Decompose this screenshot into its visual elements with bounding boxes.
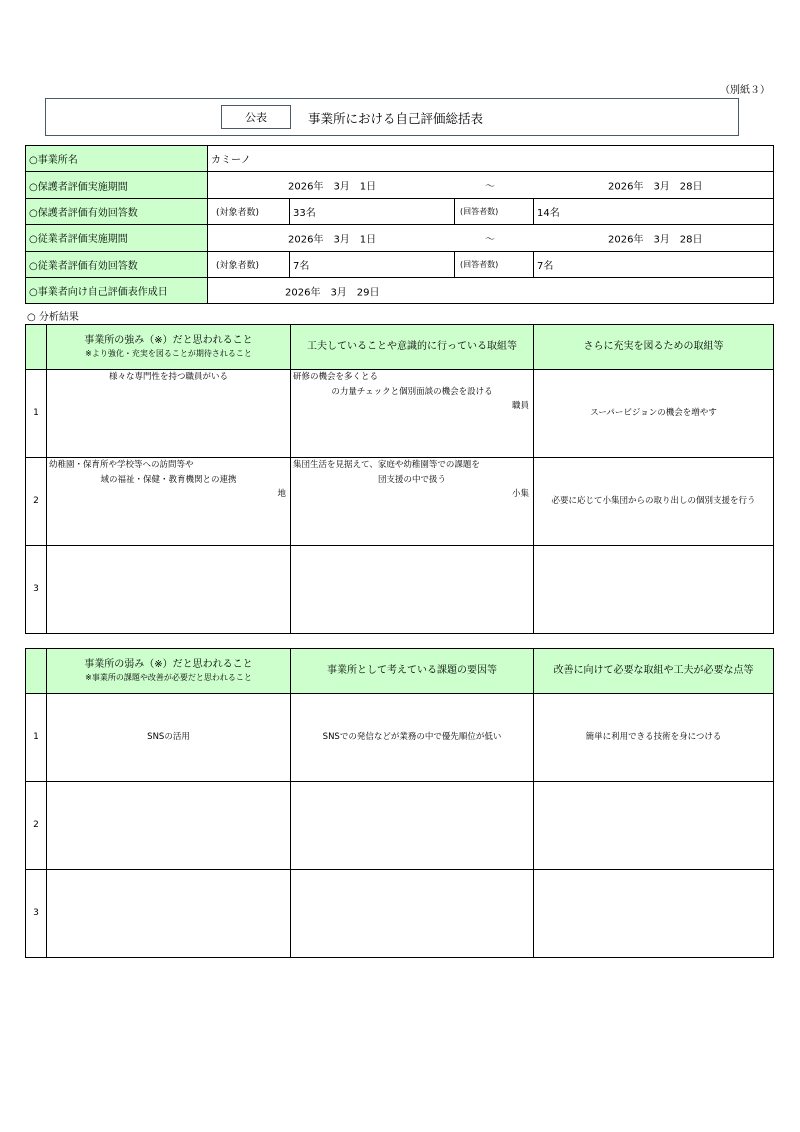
improvement-cell <box>534 870 774 958</box>
strengths-col1-title: 事業所の強み（※）だと思われること <box>84 334 253 346</box>
guardian-period-value <box>208 172 774 198</box>
effort-line1: 研修の機会を多くとる <box>293 372 379 382</box>
strength-tail: 地 <box>277 488 286 499</box>
guardian-period-row <box>26 172 774 198</box>
strengths-col1-subtitle: ※より強化・充実を図ることが期待されること <box>85 349 252 359</box>
strengths-num-header <box>26 325 47 370</box>
created-date-value <box>208 277 774 303</box>
table-row <box>26 546 774 634</box>
guardian-target-value: 33名 <box>290 198 455 224</box>
strength-line2: 域の福祉・保健・教育機関との連携 <box>100 475 237 486</box>
weakness-cell: SNSの活用 <box>47 694 291 782</box>
staff-period-value <box>208 225 774 251</box>
document-title: 事業所における自己評価総括表 <box>308 111 484 126</box>
row-number: 2 <box>26 782 47 870</box>
staff-period-end: 2026年 3月 28日 <box>608 234 703 246</box>
cause-cell <box>291 782 534 870</box>
strengths-header-row <box>26 325 774 370</box>
title-box <box>45 98 739 136</box>
guardian-period-start: 2026年 3月 1日 <box>288 181 377 193</box>
table-row <box>26 458 774 546</box>
table-row <box>26 870 774 958</box>
office-name-label: ○事業所名 <box>26 146 208 172</box>
weaknesses-header-row <box>26 649 774 694</box>
effort-line2: の力量チェックと個別面談の機会を設ける <box>331 387 493 398</box>
effort-cell <box>291 458 534 546</box>
guardian-period-label: ○保護者評価実施期間 <box>26 172 208 198</box>
staff-respondent-value: 7名 <box>534 251 774 277</box>
strength-line2: 様々な専門性を持つ職員がいる <box>108 372 228 382</box>
office-name-value: カミーノ <box>208 146 774 172</box>
staff-period-sep: ～ <box>485 234 495 246</box>
enhancement-cell: 必要に応じて小集団からの取り出しの個別支援を行う <box>534 458 774 546</box>
guardian-respondent-label: (回答者数) <box>455 198 534 224</box>
guardian-responses-row <box>26 198 774 224</box>
staff-target-label: (対象者数) <box>208 251 290 277</box>
guardian-period-sep: ～ <box>485 181 495 193</box>
row-number: 3 <box>26 870 47 958</box>
row-number: 2 <box>26 458 47 546</box>
staff-period-row <box>26 225 774 251</box>
effort-tail: 小集 <box>511 488 529 499</box>
weaknesses-col3-header: 改善に向けて必要な取組や工夫が必要な点等 <box>534 649 774 694</box>
staff-target-value: 7名 <box>290 251 455 277</box>
created-date: 2026年 3月 29日 <box>285 287 380 299</box>
strengths-col1-header <box>47 325 291 370</box>
analysis-heading: ○ 分析結果 <box>27 312 79 323</box>
guardian-target-label: (対象者数) <box>208 198 290 224</box>
effort-line2: 団支援の中で扱う <box>377 475 446 486</box>
weaknesses-col2-header: 事業所として考えている課題の要因等 <box>291 649 534 694</box>
public-badge: 公表 <box>221 105 291 129</box>
table-row <box>26 694 774 782</box>
attachment-label: （別紙３） <box>720 85 770 96</box>
cause-cell: SNSでの発信などが業務の中で優先順位が低い <box>291 694 534 782</box>
weaknesses-col1-subtitle: ※事業所の課題や改善が必要だと思われること <box>85 673 252 683</box>
strength-line1: 幼稚園・保育所や学校等への訪問等や <box>49 460 194 470</box>
strengths-col2-header: 工夫していることや意識的に行っている取組等 <box>291 325 534 370</box>
effort-cell <box>291 370 534 458</box>
effort-tail: 職員 <box>511 400 529 411</box>
staff-respondent-label: (回答者数) <box>455 251 534 277</box>
strength-cell <box>47 546 291 634</box>
staff-period-label: ○従業者評価実施期間 <box>26 225 208 251</box>
table-row <box>26 782 774 870</box>
effort-cell <box>291 546 534 634</box>
effort-line1: 集団生活を見据えて、家庭や幼稚園等での課題を <box>293 460 480 470</box>
improvement-cell: 簡単に利用できる技術を身につける <box>534 694 774 782</box>
row-number: 1 <box>26 694 47 782</box>
created-date-row <box>26 277 774 303</box>
created-date-label: ○事業者向け自己評価表作成日 <box>26 277 208 303</box>
weakness-cell <box>47 782 291 870</box>
strength-cell <box>47 370 291 458</box>
weakness-cell <box>47 870 291 958</box>
weaknesses-num-header <box>26 649 47 694</box>
cause-cell <box>291 870 534 958</box>
improvement-cell <box>534 782 774 870</box>
strengths-col3-header: さらに充実を図るための取組等 <box>534 325 774 370</box>
guardian-period-end: 2026年 3月 28日 <box>608 181 703 193</box>
row-number: 3 <box>26 546 47 634</box>
info-table <box>25 145 774 304</box>
staff-responses-label: ○従業者評価有効回答数 <box>26 251 208 277</box>
strengths-table <box>25 324 774 634</box>
guardian-responses-label: ○保護者評価有効回答数 <box>26 198 208 224</box>
enhancement-cell <box>534 546 774 634</box>
row-number: 1 <box>26 370 47 458</box>
weaknesses-col1-title: 事業所の弱み（※）だと思われること <box>84 658 253 670</box>
weaknesses-col1-header <box>47 649 291 694</box>
staff-responses-row <box>26 251 774 277</box>
weaknesses-table <box>25 648 774 958</box>
strength-cell <box>47 458 291 546</box>
table-row <box>26 370 774 458</box>
guardian-respondent-value: 14名 <box>534 198 774 224</box>
staff-period-start: 2026年 3月 1日 <box>288 234 377 246</box>
office-name-row <box>26 146 774 172</box>
enhancement-cell: スーパービジョンの機会を増やす <box>534 370 774 458</box>
